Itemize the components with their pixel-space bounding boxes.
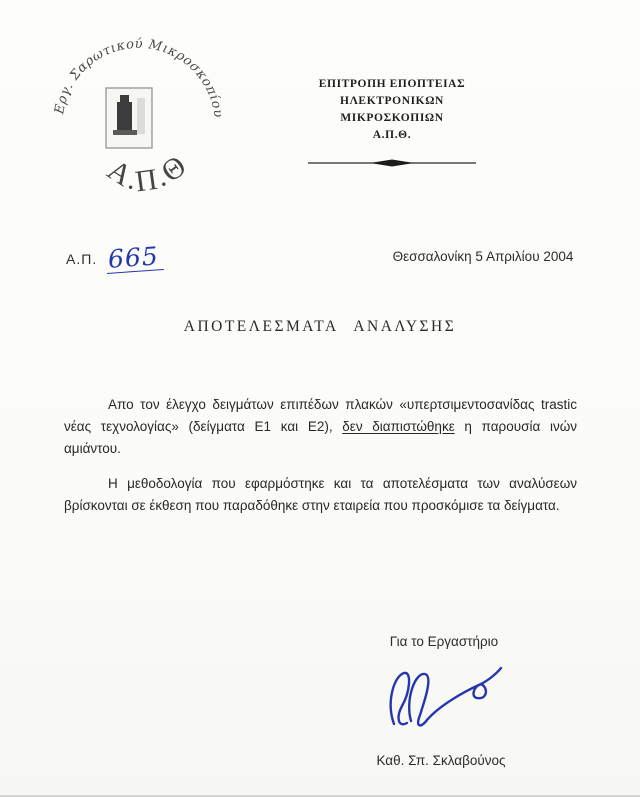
para1-text-before: Απο τον έλεγχο δειγμάτων επιπέδων πλακών «υπερτσιμεντοσανίδας trastic νέας τεχνολογίας» (δείγματα Ε1 και Ε2),	[64, 397, 577, 434]
letterhead-line2: ΗΛΕΚΤΡΟΝΙΚΩΝ ΜΙΚΡΟΣΚΟΠΙΩΝ	[340, 95, 444, 124]
signer-name: Καθ. Σπ. Σκλαβούνος	[376, 753, 506, 768]
letterhead	[292, 76, 492, 169]
para1-underlined-text: δεν διαπιστώθηκε	[342, 419, 455, 434]
document-title: ΑΠΟΤΕΛΕΣΜΑΤΑ ΑΝΑΛΥΣΗΣ	[183, 318, 457, 335]
body-paragraph-1	[64, 394, 577, 460]
para1-text-after: η παρουσία ινών αμιάντου.	[64, 419, 577, 456]
signature-ink-strokes	[391, 668, 501, 725]
decorative-rule	[308, 157, 476, 169]
lab-stamp-svg	[50, 28, 228, 206]
letter-body	[64, 394, 577, 517]
protocol-number	[66, 241, 163, 274]
logo-arc-text: Εργ. Σαρωτικού Μικροσκοπίου	[52, 36, 226, 119]
body-paragraph-2: Η μεθοδολογία που εφαρμόστηκε και τα αποτελέσματα των αναλύσεων βρίσκονται σε έκθεση που παραδόθηκε στην εταιρεία που προσκόμισε τα δείγματα.	[64, 476, 577, 513]
closing-for-lab: Για το Εργαστήριο	[389, 634, 499, 649]
lab-stamp-logo	[50, 28, 228, 206]
letterhead-line1: ΕΠΙΤΡΟΠΗ ΕΠΟΠΤΕΙΑΣ	[318, 78, 466, 90]
logo-apth-text-node	[102, 148, 195, 199]
logo-apth-letters: Α.Π.Θ	[101, 147, 195, 199]
letterhead-line3: Α.Π.Θ.	[372, 129, 412, 141]
protocol-number-handwritten: 665	[105, 243, 163, 274]
signature	[376, 660, 516, 744]
protocol-label: Α.Π.	[66, 251, 98, 267]
dateline: Θεσσαλονίκη 5 Απριλίου 2004	[392, 249, 574, 264]
microscope-picture-icon	[106, 88, 152, 148]
